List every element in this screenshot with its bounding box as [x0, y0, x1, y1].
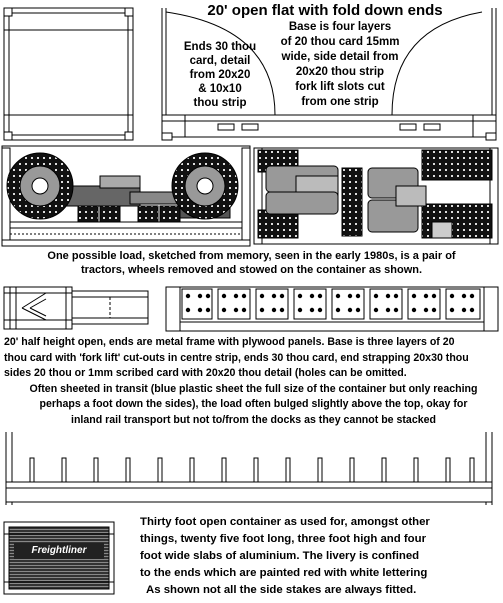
- caption-line: foot wide slabs of aluminium. The livery is confined: [140, 550, 420, 562]
- panel-hole: [336, 294, 340, 298]
- panel-hole: [394, 308, 398, 312]
- side-stake: [222, 458, 226, 482]
- side-stake: [190, 458, 194, 482]
- panel-hole: [348, 308, 352, 312]
- panel-hole: [310, 294, 314, 298]
- caption-line: thou card with 'fork lift' cut-outs in centre strip, ends 30 thou card, end strapping 20x30 thou: [4, 351, 469, 364]
- half-height-end-view: [4, 287, 72, 329]
- panel-hole: [186, 308, 190, 312]
- side-stake: [470, 458, 474, 482]
- base-note-line: fork lift slots cut: [295, 81, 385, 93]
- panel-hole: [260, 308, 264, 312]
- caption-line: As shown not all the side stakes are always fitted.: [146, 584, 417, 596]
- panel-hole: [298, 294, 302, 298]
- side-stake: [126, 458, 130, 482]
- side-stake: [350, 458, 354, 482]
- panel-hole: [462, 294, 466, 298]
- half-height-caption: [4, 335, 503, 428]
- panel-hole: [198, 308, 202, 312]
- side-stake: [158, 458, 162, 482]
- side-stake: [286, 458, 290, 482]
- panel-hole: [374, 294, 378, 298]
- base-note-line: 20x20 thou strip: [295, 66, 385, 78]
- panel-hole: [432, 308, 436, 312]
- caption-line: to the ends which are painted red with white lettering: [140, 567, 428, 579]
- caption-line: sides 20 thou or 1mm scribed card with 20x20 thou detail (holes can be omitted.: [4, 367, 407, 379]
- panel-hole: [272, 294, 276, 298]
- panel-hole: [336, 308, 340, 312]
- panel-hole: [386, 294, 390, 298]
- side-stake: [254, 458, 258, 482]
- panel-hole: [470, 294, 474, 298]
- thirty-foot-caption: [140, 514, 502, 599]
- panel-hole: [298, 308, 302, 312]
- caption-line: tractors, wheels removed and stowed on the container as shown.: [80, 264, 423, 276]
- panel-hole: [450, 308, 454, 312]
- panel-hole: [432, 294, 436, 298]
- caption-line: perhaps a foot down the sides), the load often bulged slightly above the top, okay for: [39, 398, 468, 410]
- panel-hole: [198, 294, 202, 298]
- side-stake: [382, 458, 386, 482]
- panel-hole: [242, 294, 246, 298]
- open-flat-ends-note: [168, 40, 272, 110]
- panel-hole: [260, 294, 264, 298]
- ends-note-line: card, detail: [189, 55, 251, 67]
- side-stake: [62, 458, 66, 482]
- panel-hole: [206, 294, 210, 298]
- thirty-foot-side-view: [6, 432, 492, 505]
- panel-hole: [310, 308, 314, 312]
- ends-note-line: thou strip: [193, 97, 247, 109]
- open-flat-title: 20' open flat with fold down ends: [207, 2, 443, 19]
- panel-hole: [424, 294, 428, 298]
- load-caption: [2, 249, 501, 277]
- panel-hole: [206, 308, 210, 312]
- caption-line: inland rail transport but not to/from the docks as they cannot be stacked: [71, 413, 436, 426]
- panel-hole: [470, 308, 474, 312]
- caption-line: Thirty foot open container as used for, amongst other: [140, 516, 430, 528]
- base-note-line: wide, side detail from: [281, 51, 399, 63]
- side-stake: [318, 458, 322, 482]
- open-flat-end-view: [4, 8, 133, 140]
- panel-hole: [374, 308, 378, 312]
- panel-hole: [412, 308, 416, 312]
- panel-hole: [318, 308, 322, 312]
- panel-hole: [186, 294, 190, 298]
- ends-note-line: from 20x20: [189, 69, 251, 81]
- panel-hole: [280, 308, 284, 312]
- caption-line: things, twenty five foot long, three foot high and four: [140, 533, 427, 545]
- caption-line: Often sheeted in transit (blue plastic sheet the full size of the container but only reaching: [29, 382, 478, 395]
- panel-hole: [242, 308, 246, 312]
- base-note-line: from one strip: [301, 96, 379, 108]
- caption-line: One possible load, sketched from memory, seen in the early 1980s, is a pair of: [47, 250, 456, 262]
- caption-line: 20' half height open, ends are metal frame with plywood panels. Base is three layers of 20: [4, 336, 455, 348]
- panel-hole: [450, 294, 454, 298]
- tractor-load-side-view: [2, 146, 250, 246]
- panel-hole: [462, 308, 466, 312]
- ends-note-line: & 10x10: [198, 83, 242, 95]
- panel-hole: [356, 294, 360, 298]
- half-height-side-view: [166, 287, 498, 331]
- side-stake: [446, 458, 450, 482]
- tractor-load-plan-view: [254, 148, 498, 244]
- panel-hole: [412, 294, 416, 298]
- base-note-line: of 20 thou card 15mm: [280, 36, 400, 48]
- open-flat-base-note: [272, 20, 408, 110]
- panel-hole: [424, 308, 428, 312]
- panel-hole: [386, 308, 390, 312]
- panel-hole: [222, 294, 226, 298]
- side-stake: [30, 458, 34, 482]
- panel-hole: [318, 294, 322, 298]
- freightliner-logo: Freightliner: [14, 543, 104, 559]
- side-stake: [94, 458, 98, 482]
- side-stake: [414, 458, 418, 482]
- half-height-plan-view: [72, 291, 148, 324]
- panel-hole: [356, 308, 360, 312]
- ends-note-line: Ends 30 thou: [183, 41, 257, 53]
- panel-hole: [348, 294, 352, 298]
- panel-hole: [394, 294, 398, 298]
- panel-hole: [272, 308, 276, 312]
- panel-hole: [234, 308, 238, 312]
- panel-hole: [234, 294, 238, 298]
- base-note-line: Base is four layers: [288, 21, 392, 33]
- panel-hole: [222, 308, 226, 312]
- panel-hole: [280, 294, 284, 298]
